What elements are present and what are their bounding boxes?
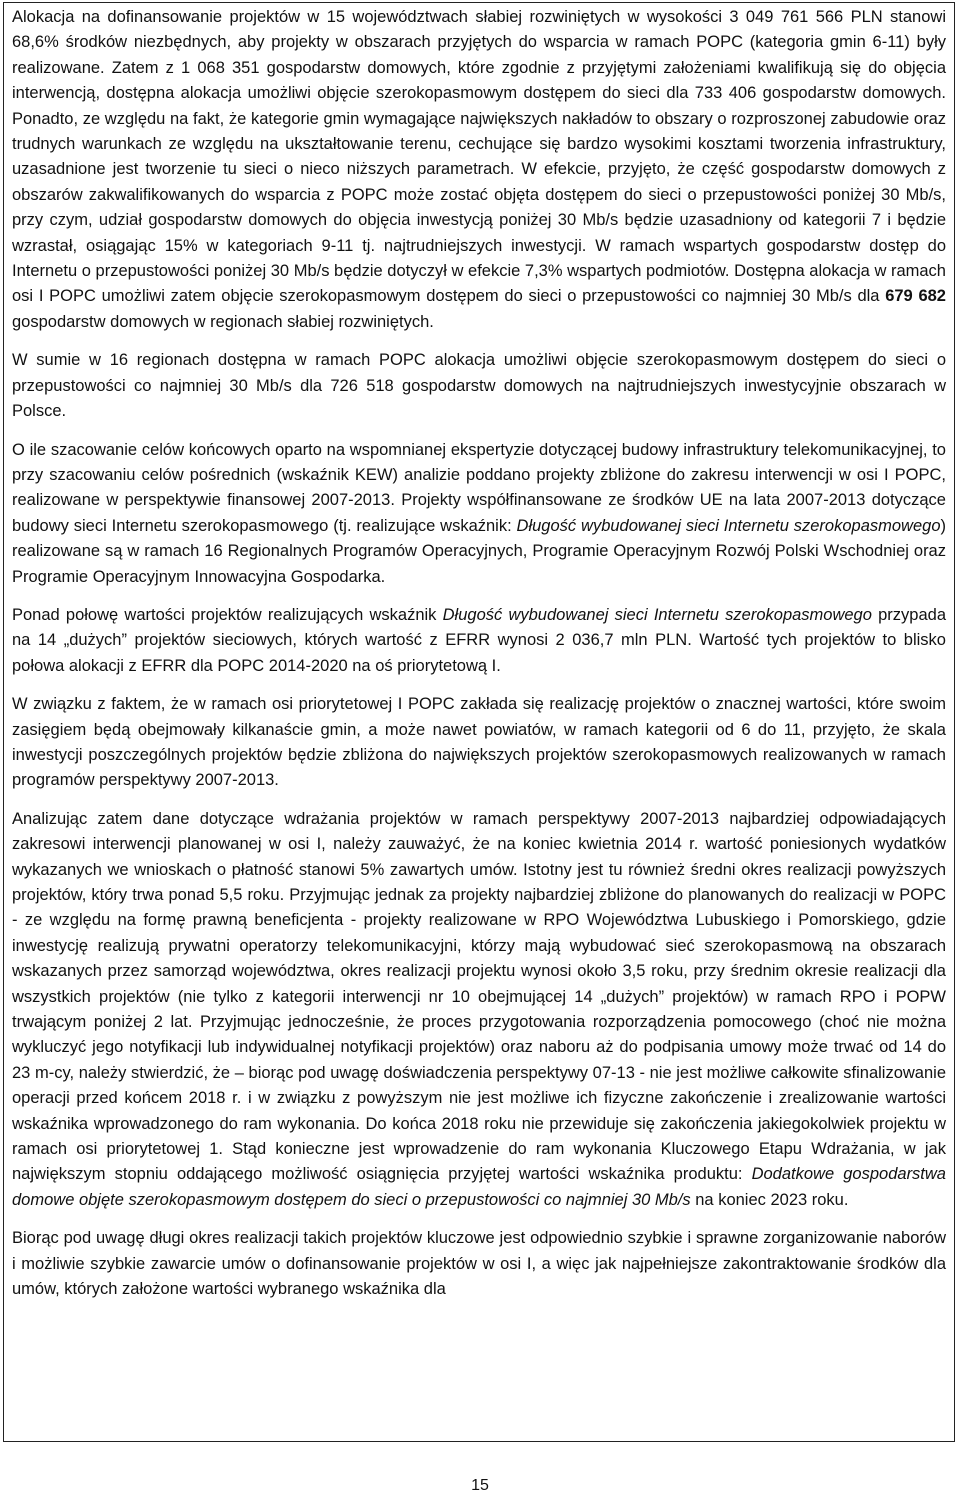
document-body: [4, 3, 954, 1303]
paragraph-6-text-end: na koniec 2023 roku.: [690, 1190, 849, 1209]
paragraph-1: [12, 5, 946, 335]
page-number: 15: [471, 1477, 489, 1494]
paragraph-5: W związku z faktem, że w ramach osi priorytetowej I POPC zakłada się realizację projektów o znacznej wartości, które swoim zasięgiem będą obejmowały kilkanaście gmin, a może nawet powiatów, w ramach kategorii od 6 do 11, przyjęto, że skala inwestycji poszczególnych projektów będzie zbliżona do największych projektów szerokopasmowych realizowanych w ramach programów perspektywy 2007-2013.: [12, 695, 946, 790]
paragraph-4-text-end: przypada na 14 „dużych” projektów sieciowych, których wartość z EFRR wynosi 2 036,7 mln PLN. Wartość tych projektów to blisko połowa alokacji z EFRR dla POPC 2014-2020 na oś priorytetową I.: [12, 605, 946, 675]
paragraph-4-indicator-name: Długość wybudowanej sieci Internetu szerokopasmowego: [442, 605, 872, 624]
paragraph-2: W sumie w 16 regionach dostępna w ramach POPC alokacja umożliwi objęcie szerokopasmowym dostępem do sieci o przepustowości co najmniej 30 Mb/s dla 726 518 gospodarstw domowych na najtrudniejszych inwestycyjnie obszarach w Polsce.: [12, 351, 946, 421]
paragraph-6-indicator-name: Dodatkowe gospodarstwa domowe objęte szerokopasmowym dostępem do sieci o przepustowości co najmniej 30 Mb/s: [12, 1165, 946, 1209]
paragraph-1-text-end: gospodarstw domowych w regionach słabiej rozwiniętych.: [12, 312, 434, 331]
paragraph-3: [12, 438, 946, 590]
paragraph-6: [12, 807, 946, 1214]
paragraph-4: [12, 603, 946, 679]
paragraph-6-text: Analizując zatem dane dotyczące wdrażania projektów w ramach perspektywy 2007-2013 najbardziej odpowiadających zakresowi interwencji planowanej w osi I, należy zauważyć, że na koniec kwietnia 2014 r. wartość poniesionych wydatków wykazanych we wnioskach o płatność stanowi 5% zawartych umów. Istotny jest tu również średni okres realizacji powyższych projektów, który trwa ponad 5,5 roku. Przyjmując jednak za projekty najbardziej zbliżone do planowanych do realizacji w POPC - ze względu na formę prawną beneficjenta - projekty realizowane w RPO Województwa Lubuskiego i Pomorskiego, gdzie inwestycję realizują prywatni operatorzy telekomunikacyjni, którzy mają wybudować sieć szerokopasmową na obszarach wskazanych przez samorząd województwa, okres realizacji projektu wynosi około 3,5 roku, przy średnim okresie realizacji dla wszystkich projektów (nie tylko z kategorii interwencji nr 10 obejmującej 14 „dużych” projektów) w ramach RPO i POPW trwającym poniżej 2 lat. Przyjmując jednocześnie, że proces przygotowania rozporządzenia pomocowego (choć nie można wykluczyć jego notyfikacji lub indywidualnej notyfikacji projektów) oraz naboru aż do podpisania umowy może trwać od 14 do 23 m-cy, należy stwierdzić, że – biorąc pod uwagę doświadczenia perspektywy 07-13 - nie jest możliwe całkowite sfinalizowanie operacji przed końcem 2018 r. i w związku z powyższym nie jest możliwe ich fizyczne zakończenie i zrealizowanie wartości wskaźnika wprowadzonego do ram wykonania. Do końca 2018 roku nie przewiduje się zakończenia jakiegokolwiek projektu w ramach osi priorytetowej 1. Stąd konieczne jest wprowadzenie do ram wykonania Kluczowego Etapu Wdrażania, w jak największym stopniu oddającego możliwość osiągnięcia przyjętej wartości wskaźnika produktu:: [12, 809, 946, 1184]
paragraph-3-indicator-name: Długość wybudowanej sieci Internetu szerokopasmowego: [516, 516, 941, 535]
paragraph-1-bold-number: 679 682: [885, 287, 946, 306]
paragraph-3-text: O ile szacowanie celów końcowych oparto na wspomnianej ekspertyzie dotyczącej budowy infrastruktury telekomunikacyjnej, to przy szacowaniu celów pośrednich (wskaźnik KEW) analizie poddano projekty zbliżone do zakresu interwencji w osi I POPC, realizowane w perspektywie finansowej 2007-2013. Projekty współfinansowane ze środków UE na lata 2007-2013 dotyczące budowy sieci Internetu szerokopasmowego (tj. realizujące wskaźnik:: [12, 440, 946, 535]
paragraph-1-text: Alokacja na dofinansowanie projektów w 15 województwach słabiej rozwiniętych w wysokości 3 049 761 566 PLN stanowi 68,6% środków niezbędnych, aby projekty w obszarach przyjętych do wsparcia w ramach POPC (kategoria gmin 6-11) były realizowane. Zatem z 1 068 351 gospodarstw domowych, które zgodnie z przyjętymi założeniami kwalifikują się do objęcia interwencją, dostępna alokacja umożliwi objęcie szerokopasmowym dostępem do sieci dla 733 406 gospodarstw domowych. Ponadto, ze względu na fakt, że kategorie gmin wymagające największych nakładów to obszary o rozproszonej zabudowie oraz trudnych warunkach ze względu na ukształtowanie terenu, cechujące się bardzo wysokimi kosztami tworzenia infrastruktury, uzasadnione jest tworzenie tu sieci o nieco niższych parametrach. W efekcie, przyjęto, że część gospodarstw domowych z obszarów zakwalifikowanych do wsparcia z POPC może zostać objęta dostępem do sieci o przepustowości poniżej 30 Mb/s, przy czym, udział gospodarstw domowych do objęcia inwestycją poniżej 30 Mb/s będzie uzasadniony od kategorii 7 i będzie wzrastał, osiągając 15% w kategoriach 9-11 tj. najtrudniejszych inwestycji. W ramach wspartych gospodarstw dostęp do Internetu o przepustowości poniżej 30 Mb/s będzie dotyczył w efekcie 7,3% wspartych podmiotów. Dostępna alokacja w ramach osi I POPC umożliwi zatem objęcie szerokopasmowym dostępem do sieci o przepustowości co najmniej 30 Mb/s dla: [12, 8, 946, 306]
paragraph-4-text: Ponad połowę wartości projektów realizujących wskaźnik: [12, 605, 443, 624]
paragraph-3-text-end: ) realizowane są w ramach 16 Regionalnych Programów Operacyjnych, Programie Operacyjnym Rozwój Polski Wschodniej oraz Programie Operacyjnym Innowacyjna Gospodarka.: [12, 516, 946, 586]
paragraph-7: Biorąc pod uwagę długi okres realizacji takich projektów kluczowe jest odpowiednio szybkie i sprawne zorganizowanie naborów i możliwie szybkie zawarcie umów o dofinansowanie projektów w osi I, a więc jak najpełniejsze zakontraktowanie środków dla umów, których założone wartości wybranego wskaźnika dla: [12, 1229, 946, 1299]
page-frame: [3, 2, 955, 1442]
